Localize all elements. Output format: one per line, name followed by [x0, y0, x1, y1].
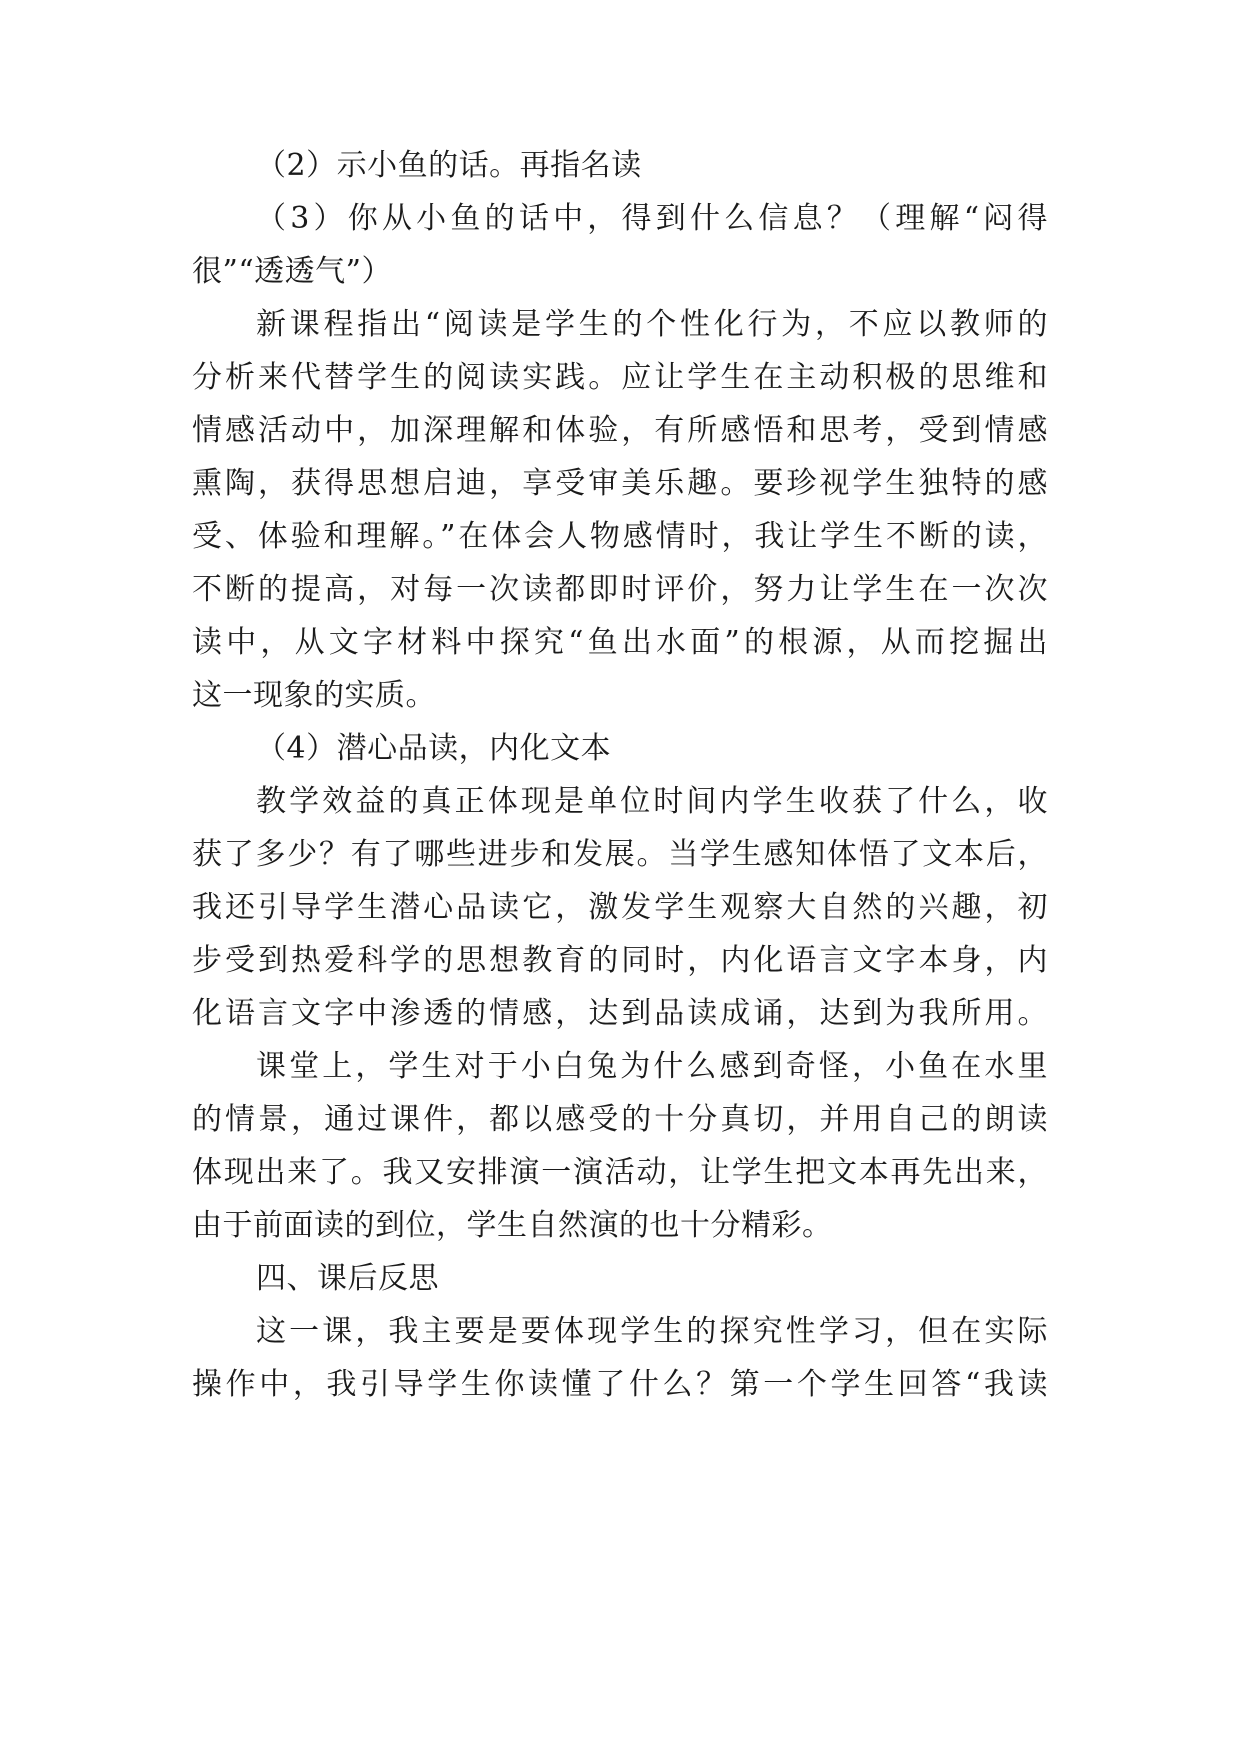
text-line: 受、体验和理解。”在体会人物感情时，我让学生不断的读，	[192, 519, 1048, 554]
text-line: 读中，从文字材料中探究“鱼出水面”的根源，从而挖掘出	[192, 625, 1048, 660]
text-line: 操作中，我引导学生你读懂了什么？第一个学生回答“我读	[192, 1367, 1048, 1402]
text-line: 情感活动中，加深理解和体验，有所感悟和思考，受到情感	[192, 413, 1048, 448]
text-line: 获了多少？有了哪些进步和发展。当学生感知体悟了文本后，	[192, 837, 1048, 872]
text-line: 不断的提高，对每一次读都即时评价，努力让学生在一次次	[192, 572, 1048, 607]
text-line: 体现出来了。我又安排演一演活动，让学生把文本再先出来，	[192, 1155, 1048, 1190]
text-line: （2）示小鱼的话。再指名读	[256, 148, 642, 183]
text-line: 我还引导学生潜心品读它，激发学生观察大自然的兴趣，初	[192, 890, 1048, 925]
text-line: 很”“透透气”）	[192, 254, 393, 289]
section-heading: 四、课后反思	[256, 1261, 439, 1296]
text-line: 这一现象的实质。	[192, 678, 436, 713]
text-line: 这一课，我主要是要体现学生的探究性学习，但在实际	[256, 1314, 1048, 1349]
text-line: 分析来代替学生的阅读实践。应让学生在主动积极的思维和	[192, 360, 1048, 395]
text-line: 新课程指出“阅读是学生的个性化行为，不应以教师的	[256, 307, 1048, 342]
text-line: 由于前面读的到位，学生自然演的也十分精彩。	[192, 1208, 833, 1243]
text-line: 熏陶，获得思想启迪，享受审美乐趣。要珍视学生独特的感	[192, 466, 1048, 501]
text-line: 化语言文字中渗透的情感，达到品读成诵，达到为我所用。	[192, 996, 1048, 1031]
text-line: （3）你从小鱼的话中，得到什么信息？（理解“闷得	[256, 201, 1048, 236]
text-line: 步受到热爱科学的思想教育的同时，内化语言文字本身，内	[192, 943, 1048, 978]
text-line: 课堂上，学生对于小白兔为什么感到奇怪，小鱼在水里	[256, 1049, 1048, 1084]
text-line: 的情景，通过课件，都以感受的十分真切，并用自己的朗读	[192, 1102, 1048, 1137]
text-line: （4）潜心品读，内化文本	[256, 731, 612, 766]
text-line: 教学效益的真正体现是单位时间内学生收获了什么，收	[256, 784, 1048, 819]
